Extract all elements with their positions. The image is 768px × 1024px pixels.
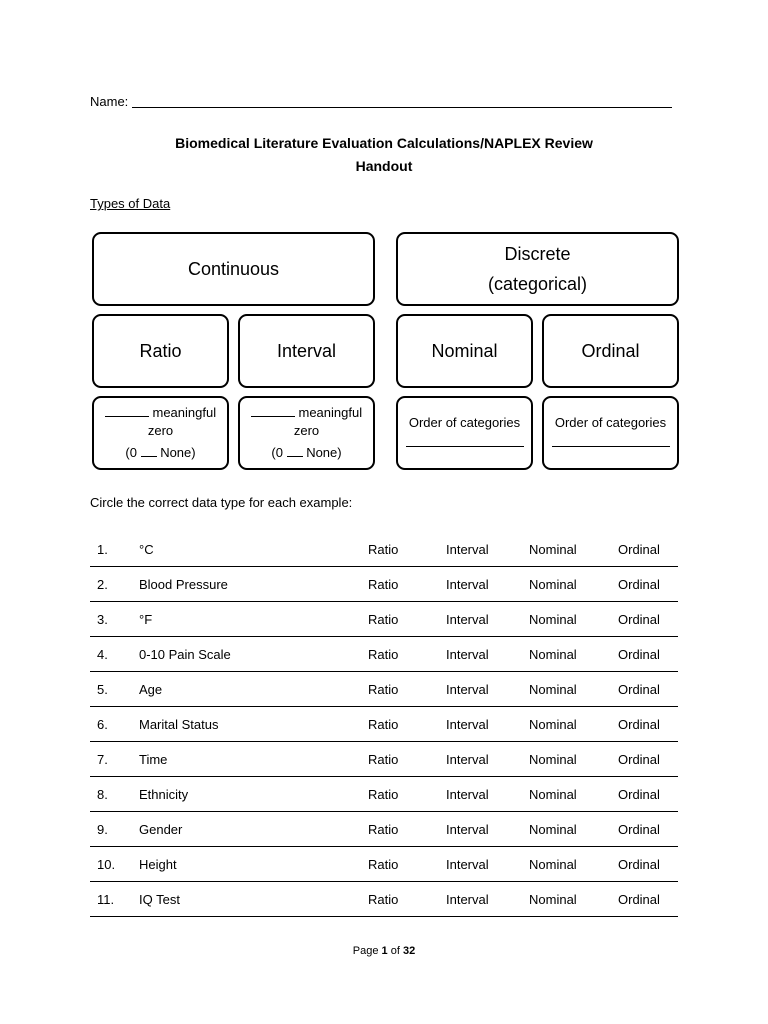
option-ratio[interactable]: Ratio [368,637,446,672]
option-nominal[interactable]: Nominal [529,812,618,847]
interval-desc-suffix: meaningful [298,405,363,420]
option-ordinal[interactable]: Ordinal [618,812,678,847]
nominal-desc-text: Order of categories [408,415,521,430]
example-item: Height [139,847,368,882]
table-row [90,532,678,567]
blank-line[interactable] [105,416,149,417]
option-nominal[interactable]: Nominal [529,777,618,812]
ratio-desc-pre: (0 [125,445,137,460]
example-item: Gender [139,812,368,847]
box-continuous [92,232,375,306]
option-ratio[interactable]: Ratio [368,777,446,812]
ordinal-label: Ordinal [581,341,640,361]
table-row [90,602,678,637]
table-row [90,812,678,847]
ratio-desc-post: None) [160,445,196,460]
example-number: 2. [90,567,139,602]
footer-total-pages: 32 [402,945,416,957]
discrete-sublabel: (categorical) [487,274,588,294]
option-ratio[interactable]: Ratio [368,882,446,917]
option-ordinal[interactable]: Ordinal [618,777,678,812]
option-ordinal[interactable]: Ordinal [618,672,678,707]
option-ratio[interactable]: Ratio [368,602,446,637]
option-nominal[interactable]: Nominal [529,707,618,742]
option-ordinal[interactable]: Ordinal [618,707,678,742]
examples-table [90,532,678,917]
option-nominal[interactable]: Nominal [529,882,618,917]
interval-label: Interval [276,341,337,361]
page-footer [0,945,768,957]
option-interval[interactable]: Interval [446,637,529,672]
table-row [90,672,678,707]
option-interval[interactable]: Interval [446,707,529,742]
example-number: 11. [90,882,139,917]
box-ordinal [542,314,679,388]
option-nominal[interactable]: Nominal [529,742,618,777]
table-row [90,847,678,882]
footer-page-number: 1 [381,945,388,957]
table-row [90,637,678,672]
section-label-types-of-data: Types of Data [90,196,171,211]
example-item: Time [139,742,368,777]
option-interval[interactable]: Interval [446,672,529,707]
example-item: 0-10 Pain Scale [139,637,368,672]
option-ratio[interactable]: Ratio [368,847,446,882]
example-number: 8. [90,777,139,812]
option-interval[interactable]: Interval [446,777,529,812]
option-nominal[interactable]: Nominal [529,532,618,567]
option-ordinal[interactable]: Ordinal [618,637,678,672]
table-row [90,707,678,742]
ordinal-desc-text: Order of categories [554,415,667,430]
interval-desc-post: None) [306,445,342,460]
document-title [0,132,768,178]
name-field [90,94,672,109]
continuous-label: Continuous [187,259,280,279]
option-ordinal[interactable]: Ordinal [618,602,678,637]
table-row [90,742,678,777]
interval-desc-line2: zero [293,423,320,438]
blank-line[interactable] [141,456,157,457]
example-item: °C [139,532,368,567]
option-interval[interactable]: Interval [446,602,529,637]
option-interval[interactable]: Interval [446,532,529,567]
option-interval[interactable]: Interval [446,812,529,847]
box-ratio-description [92,396,229,470]
box-ordinal-description [542,396,679,470]
option-ordinal[interactable]: Ordinal [618,847,678,882]
table-row [90,882,678,917]
box-ratio [92,314,229,388]
option-nominal[interactable]: Nominal [529,637,618,672]
box-nominal-description [396,396,533,470]
interval-desc-pre: (0 [271,445,283,460]
option-ordinal[interactable]: Ordinal [618,882,678,917]
option-nominal[interactable]: Nominal [529,672,618,707]
table-row [90,567,678,602]
example-number: 4. [90,637,139,672]
example-item: IQ Test [139,882,368,917]
box-interval [238,314,375,388]
box-discrete [396,232,679,306]
example-number: 9. [90,812,139,847]
example-number: 7. [90,742,139,777]
example-item: Ethnicity [139,777,368,812]
ratio-desc-line2: zero [147,423,174,438]
option-interval[interactable]: Interval [446,742,529,777]
footer-of-word: of [390,945,400,957]
option-interval[interactable]: Interval [446,567,529,602]
option-ordinal[interactable]: Ordinal [618,567,678,602]
box-interval-description [238,396,375,470]
example-number: 1. [90,532,139,567]
option-ratio[interactable]: Ratio [368,532,446,567]
title-line-2: Handout [355,158,413,174]
option-ratio[interactable]: Ratio [368,742,446,777]
table-row [90,777,678,812]
box-nominal [396,314,533,388]
option-ordinal[interactable]: Ordinal [618,532,678,567]
blank-line[interactable] [406,432,524,447]
footer-page-word: Page [352,945,379,957]
option-interval[interactable]: Interval [446,882,529,917]
option-ratio[interactable]: Ratio [368,567,446,602]
example-number: 3. [90,602,139,637]
ratio-desc-suffix: meaningful [152,405,217,420]
option-nominal[interactable]: Nominal [529,847,618,882]
option-ratio[interactable]: Ratio [368,812,446,847]
name-blank-line[interactable] [132,95,672,108]
blank-line[interactable] [287,456,303,457]
option-nominal[interactable]: Nominal [529,567,618,602]
example-item: Blood Pressure [139,567,368,602]
discrete-label: Discrete [504,244,571,264]
option-interval[interactable]: Interval [446,847,529,882]
nominal-label: Nominal [431,341,498,361]
option-ordinal[interactable]: Ordinal [618,742,678,777]
example-item: °F [139,602,368,637]
option-nominal[interactable]: Nominal [529,602,618,637]
blank-line[interactable] [552,432,670,447]
ratio-label: Ratio [139,341,182,361]
instructions: Circle the correct data type for each example: [90,495,353,510]
name-label: Name: [90,94,129,109]
option-ratio[interactable]: Ratio [368,672,446,707]
example-item: Marital Status [139,707,368,742]
example-item: Age [139,672,368,707]
option-ratio[interactable]: Ratio [368,707,446,742]
example-number: 5. [90,672,139,707]
title-line-1: Biomedical Literature Evaluation Calculations/NAPLEX Review [175,135,593,151]
blank-line[interactable] [251,416,295,417]
example-number: 6. [90,707,139,742]
example-number: 10. [90,847,139,882]
